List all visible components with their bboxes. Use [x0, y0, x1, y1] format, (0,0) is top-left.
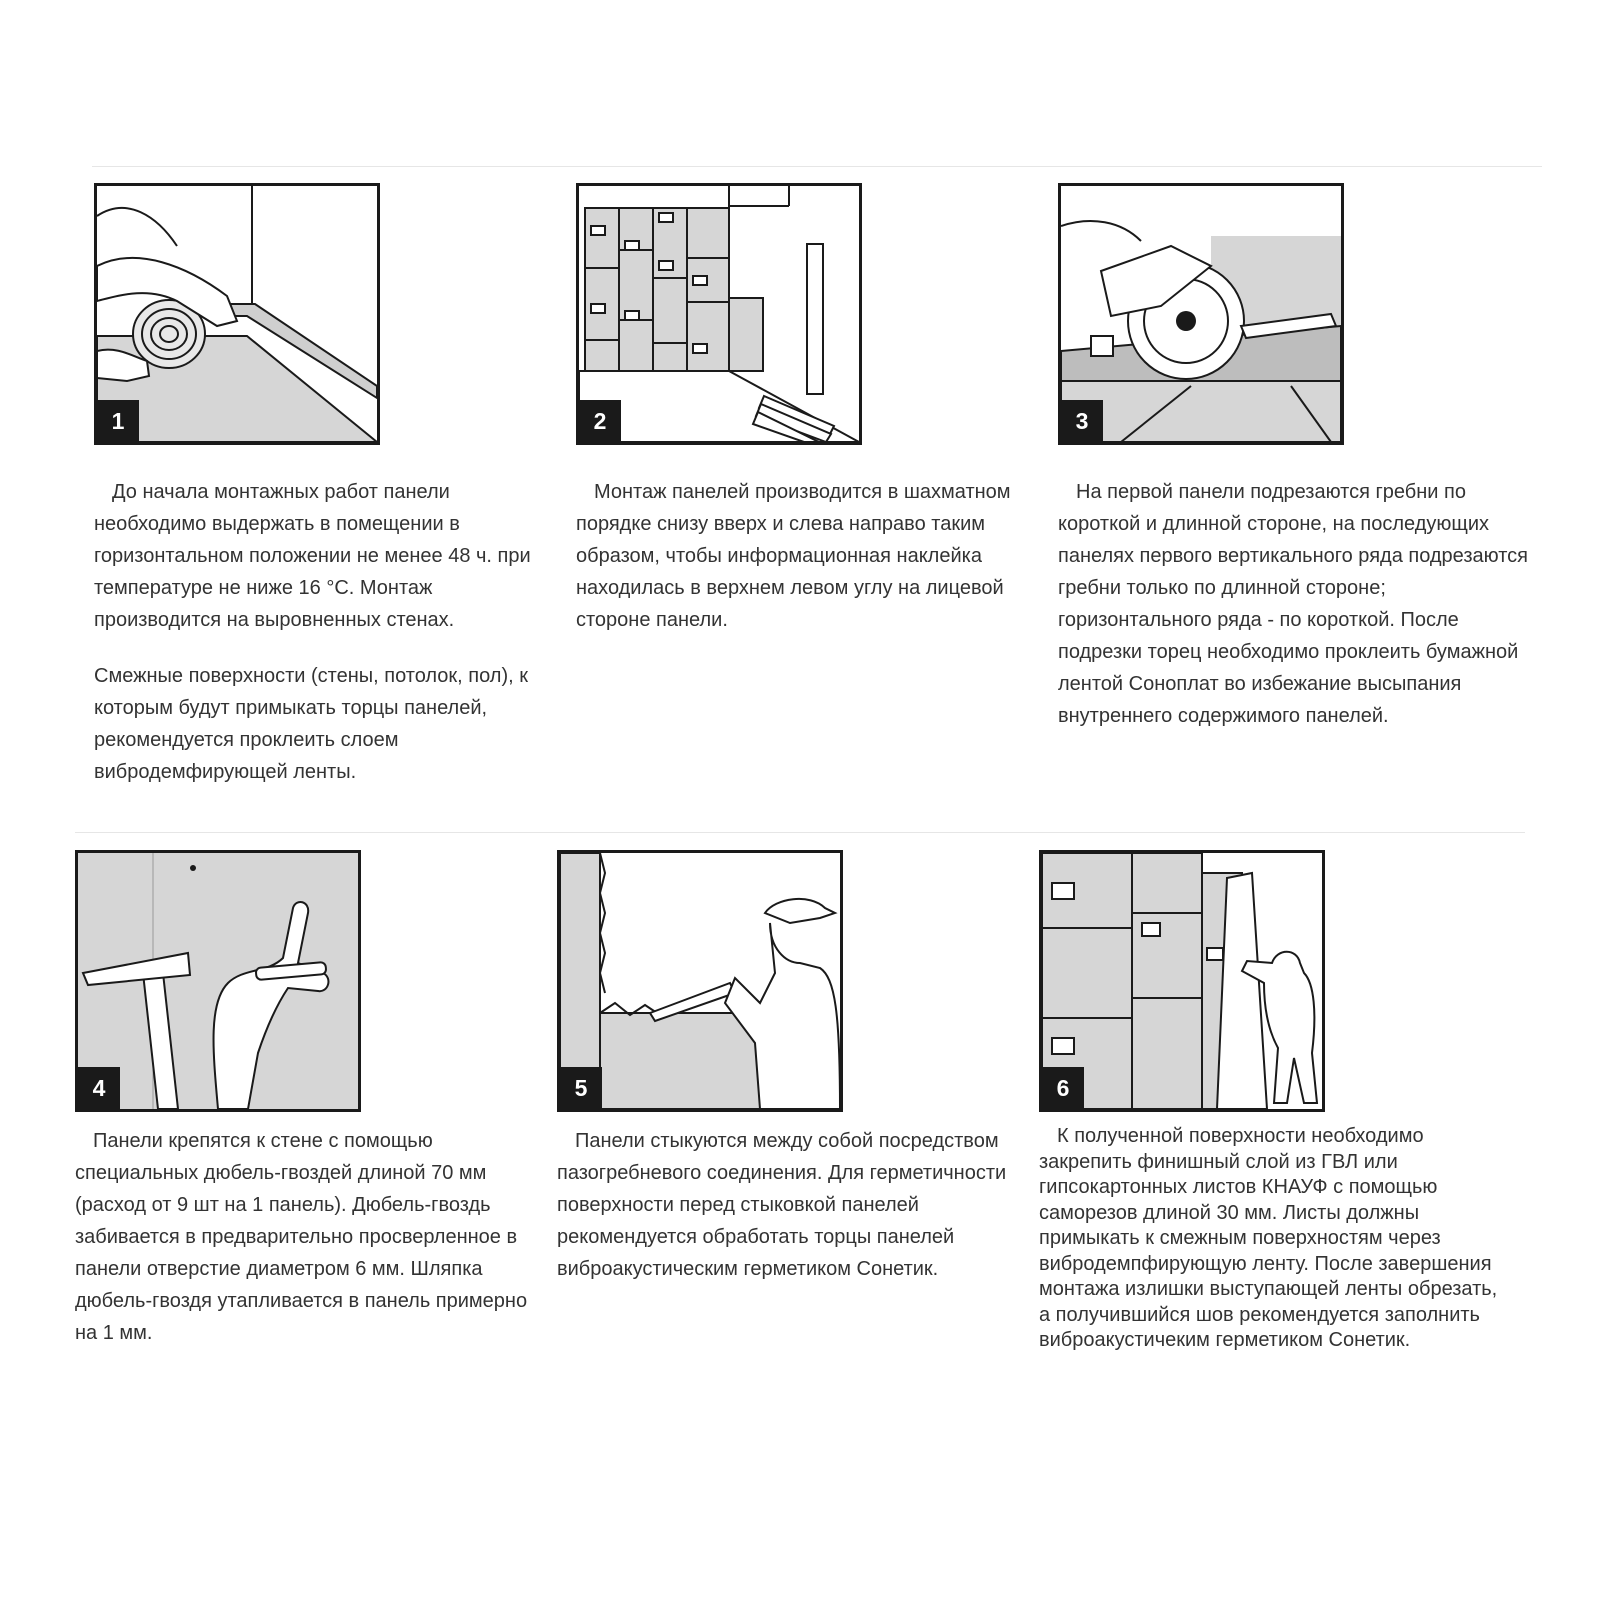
step-number: 6	[1042, 1067, 1084, 1109]
step-3-description	[1058, 476, 1528, 732]
paragraph: Панели крепятся к стене с помощью специальных дюбель-гвоздей длиной 70 мм (расход от 9 шт на 1 панель). Дюбель-гвоздь забивается в предварительно просверленное в панели отверстие диаметром 6 мм. Шляпка дюбель-гвоздя утапливается в панель примерно на 1 мм.	[75, 1130, 528, 1344]
step-number: 5	[560, 1067, 602, 1109]
roll-laying-icon	[97, 186, 377, 442]
paragraph: На первой панели подрезаются гребни по короткой и длинной стороне, на последующих панелях первого вертикального ряда подрезаются гребни только по длинной стороне; горизонтального ряда - по короткой. После подрезки торец необходимо проклеить бумажной лентой Соноплат во избежание высыпания внутреннего содержимого панелей.	[1058, 481, 1528, 727]
step-number: 1	[97, 400, 139, 442]
step-4-illustration	[75, 850, 361, 1112]
circular-saw-icon	[1061, 186, 1341, 442]
step-4-description	[75, 1125, 535, 1349]
divider-middle	[75, 832, 1525, 833]
checkerboard-panels-icon	[579, 186, 859, 442]
step-6-illustration	[1039, 850, 1325, 1112]
sealant-gun-icon	[560, 853, 840, 1109]
step-1-illustration	[94, 183, 380, 445]
step-5-illustration	[557, 850, 843, 1112]
step-1-description	[94, 476, 554, 788]
step-number: 4	[78, 1067, 120, 1109]
divider-top	[92, 166, 1542, 167]
step-2-description	[576, 476, 1036, 636]
step-3-illustration	[1058, 183, 1344, 445]
step-number: 3	[1061, 400, 1103, 442]
step-5-description	[557, 1125, 1017, 1285]
step-number: 2	[579, 400, 621, 442]
paragraph: Смежные поверхности (стены, потолок, пол), к которым будут примыкать торцы панелей, рекомендуется проклеить слоем вибродемфирующей ленты.	[94, 665, 528, 783]
paragraph: Панели стыкуются между собой посредством пазогребневого соединения. Для герметичности поверхности перед стыковкой панелей рекомендуется обработать торцы панелей виброакустическим герметиком Сонетик.	[557, 1130, 1007, 1280]
step-6-description	[1039, 1124, 1509, 1354]
paragraph: Монтаж панелей производится в шахматном порядке снизу вверх и слева направо таким образом, чтобы информационная наклейка находилась в верхнем левом углу на лицевой стороне панели.	[576, 481, 1011, 631]
step-2-illustration	[576, 183, 862, 445]
hammer-dowel-icon	[78, 853, 358, 1109]
paragraph: К полученной поверхности необходимо закрепить финишный слой из ГВЛ или гипсокартонных листов КНАУФ с помощью саморезов длиной 30 мм. Листы должны примыкать к смежным поверхностям через вибродемпфирующую ленту. После завершения монтажа излишки выступающей ленты обрезать, а получившийся шов рекомендуется заполнить виброакустичеким герметиком Сонетик.	[1039, 1125, 1498, 1351]
finishing-sheet-icon	[1042, 853, 1322, 1109]
paragraph: До начала монтажных работ панели необходимо выдержать в помещении в горизонтальном положении не менее 48 ч. при температуре не ниже 16 °С. Монтаж производится на выровненных стенах.	[94, 481, 531, 631]
